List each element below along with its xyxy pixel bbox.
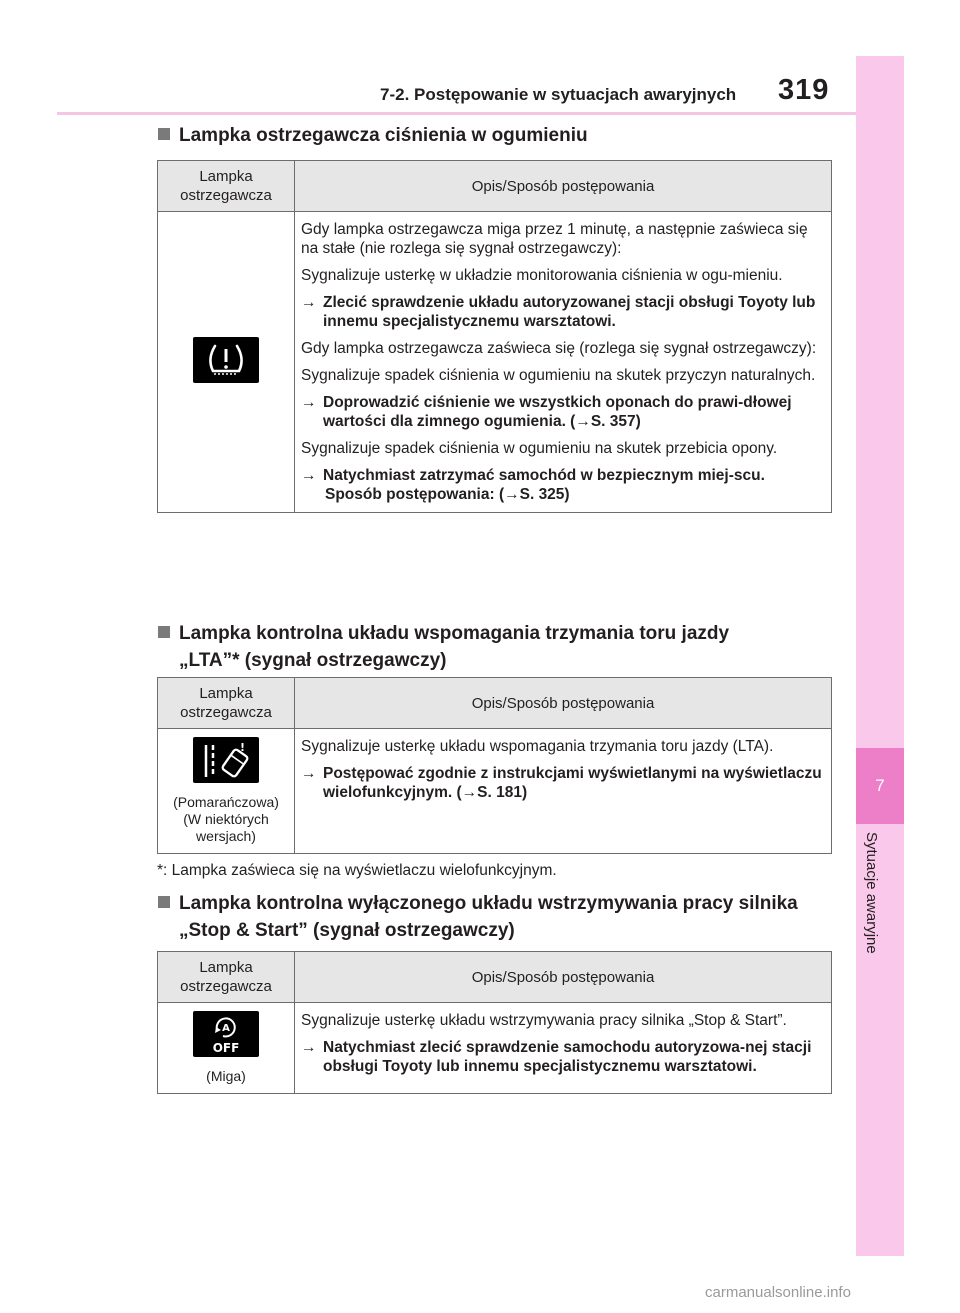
lamp-caption: (Pomarańczowa) (W niektórych wersjach) [173,794,279,844]
action-item [301,293,823,331]
description-text: Sygnalizuje usterkę układu wstrzymywania pracy silnika „Stop & Start”. [301,1012,787,1029]
description-text: Sygnalizuje spadek ciśnienia w ogumieniu na skutek przebicia opony. [301,440,778,457]
arrow-right-icon: → [301,765,317,782]
action-text-main: Natychmiast zatrzymać samochód w bezpiecznym miej-scu. [323,467,765,484]
table-header-description: Opis/Sposób postępowania [295,678,832,729]
square-bullet-icon [158,626,170,638]
section-title-text-line2: „LTA”* (sygnał ostrzegawczy) [179,650,447,671]
section-title-text-line2: „Stop & Start” (sygnał ostrzegawczy) [179,920,515,941]
header-divider [57,112,856,115]
svg-text:!: ! [240,741,246,754]
section-title-lta [158,620,729,674]
action-text [323,466,823,504]
arrow-right-icon: → [301,294,317,311]
arrow-right-icon: → [301,394,317,411]
warning-table-tire-pressure [157,160,832,513]
description-cell [295,729,832,854]
stop-start-off-icon [193,1011,259,1057]
lamp-cell [158,729,295,854]
table-header-lamp: Lampka ostrzegawcza [158,161,295,212]
chapter-header-title: 7-2. Postępowanie w sytuacjach awaryjnych [380,85,737,104]
description-text: Gdy lampka ostrzegawcza miga przez 1 minutę, a następnie zaświeca się na stałe (nie rozlega się sygnał ostrzegawczy): [301,221,808,257]
lamp-cell [158,212,295,513]
table-header-lamp: Lampka ostrzegawcza [158,952,295,1003]
description-cell [295,212,832,513]
action-item [301,393,823,431]
table-header-row [158,678,832,729]
footnote: *: Lampka zaświeca się na wyświetlaczu wielofunkcyjnym. [157,862,557,879]
square-bullet-icon [158,128,170,140]
section-title-stop-start [158,890,798,944]
action-item [301,466,823,504]
tire-pressure-warning-icon [193,337,259,383]
page-number: 319 [778,74,830,106]
action-text-link-s181[interactable]: Postępować zgodnie z instrukcjami wyświetlanymi na wyświetlaczu wielofunkcyjnym. (→S. 181) [323,765,822,801]
table-header-row [158,952,832,1003]
warning-table-lta [157,677,832,854]
table-header-description: Opis/Sposób postępowania [295,161,832,212]
arrow-right-icon: → [301,1039,317,1056]
table-header-description: Opis/Sposób postępowania [295,952,832,1003]
action-text-link-s325[interactable]: Sposób postępowania: (→S. 325) [325,486,570,503]
action-text: Natychmiast zlecić sprawdzenie samochodu autoryzowa-nej stacji obsługi Toyoty lub innemu specjalistycznemu warsztatowi. [323,1039,812,1075]
action-text-link-s357[interactable]: Doprowadzić ciśnienie we wszystkich oponach do prawi-dłowej wartości dla zimnego ogumienia. (→S. 357) [323,394,792,430]
table-row [158,729,832,854]
chapter-number-tab[interactable]: 7 [856,748,904,824]
lamp-cell [158,1003,295,1094]
watermark: carmanualsonline.info [705,1284,851,1301]
arrow-right-icon: → [301,467,317,484]
warning-table-stop-start [157,951,832,1094]
off-label: OFF [212,1041,240,1055]
section-title-text: Lampka kontrolna układu wspomagania trzymania toru jazdy [179,623,730,644]
table-row [158,1003,832,1094]
svg-text:A: A [222,1023,230,1034]
table-header-lamp: Lampka ostrzegawcza [158,678,295,729]
chapter-name-label: Sytuacje awaryjne [863,832,880,954]
square-bullet-icon [158,896,170,908]
tire-pressure-symbol [193,337,259,383]
stop-start-symbol [193,1011,259,1057]
description-text: Sygnalizuje spadek ciśnienia w ogumieniu na skutek przyczyn naturalnych. [301,367,816,384]
description-cell [295,1003,832,1094]
lta-symbol [193,737,259,783]
section-title-tire-pressure [158,122,588,149]
description-text: Gdy lampka ostrzegawcza zaświeca się (rozlega się sygnał ostrzegawczy): [301,340,817,357]
description-text: Sygnalizuje usterkę układu wspomagania trzymania toru jazdy (LTA). [301,738,774,755]
section-title-text: Lampka ostrzegawcza ciśnienia w ogumieniu [179,125,588,146]
description-text: Sygnalizuje usterkę w układzie monitorowania ciśnienia w ogu-mieniu. [301,267,783,284]
table-row [158,212,832,513]
table-header-row [158,161,832,212]
lamp-caption: (Miga) [206,1068,246,1084]
section-title-text: Lampka kontrolna wyłączonego układu wstrzymywania pracy silnika [179,893,798,914]
chapter-side-tab [856,56,904,1256]
lta-warning-icon [193,737,259,783]
action-text: Zlecić sprawdzenie układu autoryzowanej stacji obsługi Toyoty lub innemu specjalistycznemu warsztatowi. [323,294,816,330]
action-item [301,1038,823,1076]
action-item [301,764,823,802]
